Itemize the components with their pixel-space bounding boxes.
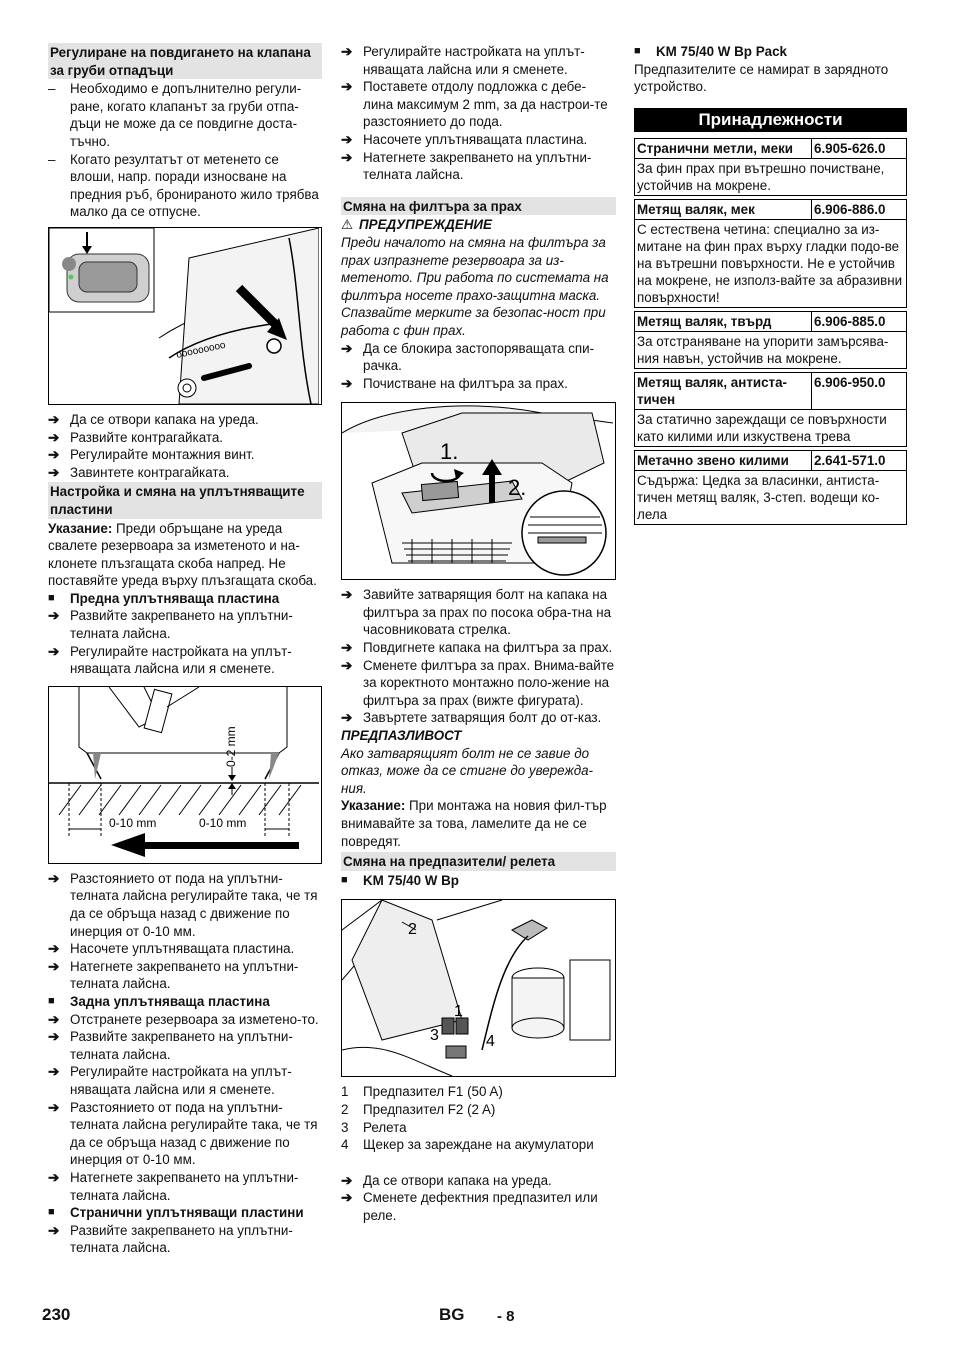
step-text: Сменете дефектния предпазител или реле. xyxy=(363,1190,598,1223)
step-item xyxy=(48,446,322,464)
step-item xyxy=(48,607,322,642)
accessory-name: Странични метли, меки xyxy=(635,138,812,158)
model-1-title: KM 75/40 W Bp xyxy=(363,872,459,888)
step-item xyxy=(341,43,616,78)
accessory-part-number: 6.906-950.0 xyxy=(812,372,907,409)
step-text: Отстранете резервоара за изметено-то. xyxy=(70,1011,319,1027)
step-text: Развийте закрепването на уплътни-телната лайсна. xyxy=(70,608,293,642)
step-text: Регулирайте настройката на уплът-няващата лайсна или я сменете. xyxy=(70,1064,292,1097)
accessory-desc-row xyxy=(635,409,907,446)
filter-steps-a xyxy=(341,340,616,393)
warning-icon: ⚠ xyxy=(341,217,354,233)
fuse-steps xyxy=(341,1172,616,1225)
seals-note xyxy=(48,520,322,590)
accessory-header-row xyxy=(635,199,907,219)
step-text: Да се отвори капака на уреда. xyxy=(70,411,259,427)
figure-seal-clearance xyxy=(48,686,322,864)
label-left-0-10mm: 0-10 mm xyxy=(109,815,157,830)
arrow-icon: ➔ xyxy=(48,1099,60,1115)
dash-item: – Необходимо е допълнително регули-ране, когато клапанът за груби отпа-дъци не може да се повдигне доста-тъчно. xyxy=(48,80,322,150)
step-item xyxy=(341,709,616,727)
step-text: Развийте закрепването на уплътни-телната лайсна. xyxy=(70,1029,293,1062)
accessory-desc-row xyxy=(635,219,907,307)
language-code: BG xyxy=(439,1305,465,1324)
accessory-name: Метящ валяк, мек xyxy=(635,199,812,219)
label-fuse-2: 2 xyxy=(408,921,417,939)
accessory-name: Метачно звено килими xyxy=(635,450,812,470)
arrow-icon: ➔ xyxy=(48,608,60,624)
arrow-icon: ➔ xyxy=(48,941,60,957)
step-text: Да се отвори капака на уреда. xyxy=(363,1172,552,1188)
svg-text:ooooooooo: ooooooooo xyxy=(175,339,227,361)
legend-item xyxy=(341,1119,616,1137)
legend-number: 1 xyxy=(341,1084,349,1100)
arrow-icon: ➔ xyxy=(48,870,60,886)
accessory-description: За статично зареждащи се повърхности като килими или изкуствена трева xyxy=(635,409,907,446)
accessory-description: За фин прах при вътрешно почистване, устойчив на мокрене. xyxy=(635,158,907,195)
label-step-1: 1. xyxy=(440,439,459,465)
accessory-header-row xyxy=(635,372,907,409)
step-text: Регулирайте настройката на уплът-няващата лайсна или я сменете. xyxy=(363,44,585,77)
step-item xyxy=(341,78,616,131)
step-text: Натегнете закрепването на уплътни-телната лайсна. xyxy=(70,1169,299,1203)
arrow-icon: ➔ xyxy=(48,411,60,427)
square-bullet-icon: ■ xyxy=(48,995,55,1007)
arrow-icon: ➔ xyxy=(48,1064,60,1080)
step-item xyxy=(341,375,616,393)
step-text: Завинтете контрагайката. xyxy=(70,464,230,480)
arrow-icon: ➔ xyxy=(341,340,353,356)
dash-item: – Когато резултатът от метенето се влоши, напр. поради износване на предния ръб, бронираното жило трябва малко да се отпусне. xyxy=(48,151,322,221)
step-item xyxy=(341,131,616,149)
step-text: Поставете отдолу подложка с дебе-лина максимум 2 mm, за да настрои-те разстоянието до пода. xyxy=(363,79,608,130)
warning-heading: ⚠ ПРЕДУПРЕЖДЕНИЕ xyxy=(341,217,492,233)
step-item xyxy=(48,1169,322,1204)
section-title-seals: Настройка и смяна на уплътняващите пластини xyxy=(48,482,322,518)
step-item xyxy=(48,411,322,429)
accessory-header-row xyxy=(635,311,907,331)
arrow-icon: ➔ xyxy=(48,643,60,659)
arrow-icon: ➔ xyxy=(48,958,60,974)
model-2-title: KM 75/40 W Bp Pack xyxy=(656,44,787,59)
arrow-icon: ➔ xyxy=(48,1011,60,1027)
step-item xyxy=(341,657,616,710)
accessories-title: Принадлежности xyxy=(634,108,907,132)
subheading-rear-seal xyxy=(48,993,322,1011)
caution-heading: ПРЕДПАЗЛИВОСТ xyxy=(341,728,462,744)
filter-steps-b xyxy=(341,586,616,727)
arrow-icon: ➔ xyxy=(341,79,353,95)
subheading-side-seal xyxy=(48,1204,322,1222)
subheading-model-2 xyxy=(634,43,907,61)
square-bullet-icon: ■ xyxy=(48,591,55,604)
legend-item xyxy=(341,1101,616,1119)
accessory-description: Съдържа: Цедка за власинки, антиста-тичен метящ валяк, 3-степ. водещи ко-лела xyxy=(635,470,907,524)
clearance-steps xyxy=(48,870,322,993)
column-middle xyxy=(341,43,616,1225)
legend-item xyxy=(341,1136,616,1154)
arrow-icon: ➔ xyxy=(341,375,353,391)
arrow-icon: ➔ xyxy=(341,640,353,656)
side-seal-steps xyxy=(48,1222,322,1257)
accessory-name: Метящ валяк, твърд xyxy=(635,311,812,331)
column-right xyxy=(634,43,907,525)
accessory-part-number: 2.641-571.0 xyxy=(812,450,907,470)
step-item xyxy=(341,1189,616,1224)
step-item xyxy=(48,1011,322,1029)
label-relay-3: 3 xyxy=(430,1027,439,1045)
front-seal-title: Предна уплътняваща пластина xyxy=(70,590,280,606)
note-text: Преди обръщане на уреда свалете резервоара за изметеното и на-клонете плъзгащата скоба напред. Не поставяйте уреда върху плъзгащата скоба. xyxy=(48,520,317,589)
section-title-fuses: Смяна на предпазители/ релета xyxy=(341,852,616,871)
label-0-2mm: 0-2 mm xyxy=(224,726,238,767)
column-left xyxy=(48,43,322,1257)
step-item xyxy=(48,1222,322,1257)
step-item xyxy=(48,1099,322,1169)
legend-text: Предпазител F1 (50 A) xyxy=(363,1084,503,1100)
model-2-text: Предпазителите се намират в зарядното устройство. xyxy=(634,61,889,95)
accessory-desc-row xyxy=(635,158,907,195)
step-text: Натегнете закрепването на уплътни-телната лайсна. xyxy=(70,958,299,992)
rear-seal-steps xyxy=(48,1011,322,1205)
section-title-flap: Регулиране на повдигането на клапана за груби отпадъци xyxy=(48,43,322,79)
step-text: Развийте закрепването на уплътни-телната лайсна. xyxy=(70,1222,293,1256)
square-bullet-icon: ■ xyxy=(634,45,641,57)
arrow-icon: ➔ xyxy=(48,1169,60,1185)
step-text: Регулирайте монтажния винт. xyxy=(70,447,255,463)
page-number: 230 xyxy=(42,1305,71,1324)
step-item xyxy=(48,870,322,940)
accessory-part-number: 6.906-886.0 xyxy=(812,199,907,219)
accessory-header-row xyxy=(635,138,907,158)
label-step-2: 2. xyxy=(508,475,527,501)
step-text: Сменете филтъра за прах. Внима-вайте за коректното монтажно поло-жение на филтъра за прах (вижте фигурата). xyxy=(363,657,615,708)
fuse-legend xyxy=(341,1083,616,1153)
accessory-header-row xyxy=(635,450,907,470)
accessory-desc-row xyxy=(635,331,907,368)
label-right-0-10mm: 0-10 mm xyxy=(199,815,247,830)
front-seal-steps xyxy=(48,607,322,677)
seal-continue-steps xyxy=(341,43,616,184)
caution-text: Ако затварящият болт не се завие до отказ, може да се стигне до увережда-ния. xyxy=(341,745,593,796)
step-text: Завъртете затварящия болт до от-каз. xyxy=(363,710,602,726)
arrow-icon: ➔ xyxy=(341,657,353,673)
step-text: Регулирайте настройката на уплът-няващата лайсна или я сменете. xyxy=(70,643,292,677)
accessories-table xyxy=(634,138,907,525)
step-text: Разстоянието от пода на уплътни-телната лайсна регулирайте така, че тя да се обръща назад с движение по инерция от 0-10 мм. xyxy=(70,870,318,939)
arrow-icon: ➔ xyxy=(48,1222,60,1238)
arrow-icon: ➔ xyxy=(341,1172,353,1188)
accessory-name: Метящ валяк, антиста-тичен xyxy=(635,372,812,409)
step-item xyxy=(48,429,322,447)
step-item xyxy=(341,586,616,639)
step-item xyxy=(341,1172,616,1190)
section-title-dust-filter: Смяна на филтъра за прах xyxy=(341,197,616,216)
step-item xyxy=(48,1028,322,1063)
legend-number: 4 xyxy=(341,1137,349,1153)
label-fuse-1: 1 xyxy=(454,1003,463,1021)
step-text: Насочете уплътняващата пластина. xyxy=(70,941,295,957)
section-page: - 8 xyxy=(497,1308,515,1325)
arrow-icon: ➔ xyxy=(48,1029,60,1045)
accessory-part-number: 6.906-885.0 xyxy=(812,311,907,331)
step-item xyxy=(341,149,616,184)
accessory-description: С естествена четина: специално за из-митане на фин прах върху гладки подо-ве на вътрешни повърхности. Не е устойчив на мокрене, не използ-вайте за абразивни повърхности! xyxy=(635,219,907,307)
accessory-description: За отстраняване на упорити замърсява-ния навън, устойчив на мокрене. xyxy=(635,331,907,368)
warning-text: Преди началото на смяна на филтъра за прах изпразнете резервоара за из-метеното. При работа по системата на филтъра носете прахо-защитна маска. Спазвайте мерките за безопас-ност при работа с фин прах. xyxy=(341,234,609,338)
legend-text: Щекер за зареждане на акумулатори xyxy=(363,1137,594,1153)
arrow-icon: ➔ xyxy=(341,587,353,603)
legend-text: Предпазител F2 (2 A) xyxy=(363,1101,496,1117)
filter-note xyxy=(341,797,616,850)
flap-steps xyxy=(48,411,322,481)
step-text: Почистване на филтъра за прах. xyxy=(363,375,568,391)
subheading-model-1 xyxy=(341,872,616,890)
step-item xyxy=(341,340,616,375)
accessory-desc-row xyxy=(635,470,907,524)
figure-dust-filter xyxy=(341,402,616,580)
step-text: Натегнете закрепването на уплътни-телната лайсна. xyxy=(363,149,592,183)
step-text: Повдигнете капака на филтъра за прах. xyxy=(363,640,613,656)
legend-number: 2 xyxy=(341,1101,349,1117)
accessory-part-number: 6.905-626.0 xyxy=(812,138,907,158)
step-item xyxy=(48,1063,322,1098)
step-item xyxy=(48,643,322,678)
side-seal-title: Странични уплътняващи пластини xyxy=(70,1205,304,1221)
step-item xyxy=(48,958,322,993)
step-text: Да се блокира застопоряващата спи-рачка. xyxy=(363,340,595,374)
arrow-icon: ➔ xyxy=(48,429,60,445)
figure-fuses xyxy=(341,899,616,1077)
arrow-icon: ➔ xyxy=(48,447,60,463)
figure-flap-adjust xyxy=(48,227,322,405)
rear-seal-title: Задна уплътняваща пластина xyxy=(70,994,270,1009)
arrow-icon: ➔ xyxy=(341,710,353,726)
subheading-front-seal xyxy=(48,590,322,608)
legend-text: Релета xyxy=(363,1119,407,1135)
step-text: Завийте затварящия болт на капака на филтъра за прах по посока обра-тна на часовниковата стрелка. xyxy=(363,587,612,638)
step-item xyxy=(48,464,322,482)
step-item xyxy=(341,639,616,657)
legend-number: 3 xyxy=(341,1119,349,1135)
note-text: При монтажа на новия фил-тър внимавайте за това, ламелите да не се повредят. xyxy=(341,798,607,849)
arrow-icon: ➔ xyxy=(341,149,353,165)
step-text: Разстоянието от пода на уплътни-телната лайсна регулирайте така, че тя да се обръща назад с движение по инерция от 0-10 мм. xyxy=(70,1099,318,1168)
step-text: Насочете уплътняващата пластина. xyxy=(363,131,588,147)
note-label: Указание: xyxy=(341,798,406,814)
arrow-icon: ➔ xyxy=(341,44,353,59)
step-item xyxy=(48,940,322,958)
arrow-icon: ➔ xyxy=(341,1190,353,1206)
arrow-icon: ➔ xyxy=(48,464,60,480)
square-bullet-icon: ■ xyxy=(48,1206,55,1219)
step-text: Развийте контрагайката. xyxy=(70,429,223,445)
label-charger-4: 4 xyxy=(486,1033,495,1051)
note-label: Указание: xyxy=(48,520,113,536)
legend-item xyxy=(341,1083,616,1101)
square-bullet-icon: ■ xyxy=(341,873,348,886)
arrow-icon: ➔ xyxy=(341,131,353,147)
flap-notes xyxy=(48,80,322,221)
